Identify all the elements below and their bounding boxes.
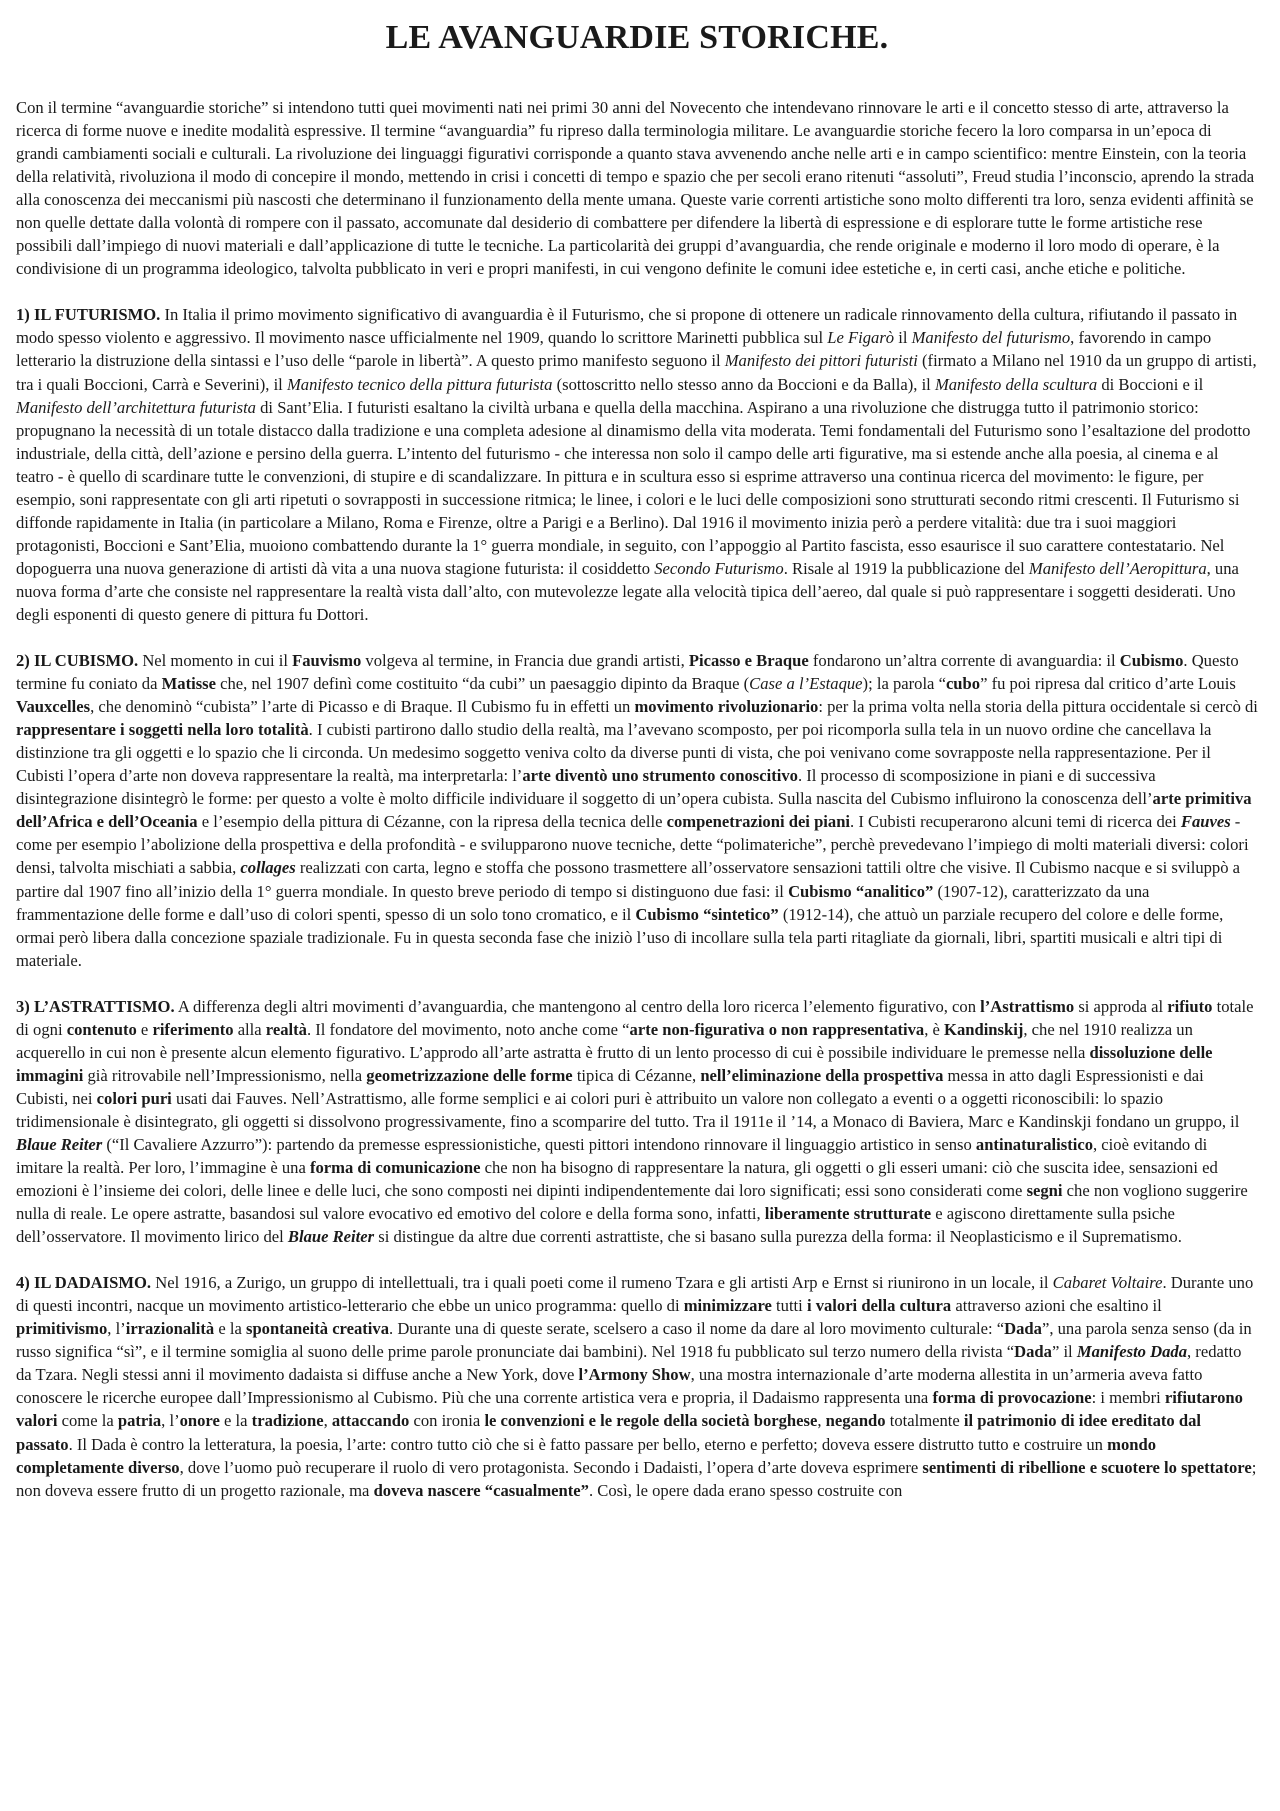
text-run: tipica di Cézanne,: [572, 1065, 701, 1085]
bold-text: arte diventò uno strumento conoscitivo: [522, 766, 798, 786]
text-run: già ritrovabile nell’Impressionismo, nella: [83, 1065, 367, 1085]
text-run: . Così, le opere dada erano spesso costruite con: [588, 1480, 903, 1500]
bold-text: Picasso e Braque: [688, 651, 809, 671]
bold-text: sentimenti di ribellione e scuotere lo spettatore: [922, 1457, 1252, 1477]
text-run: ,: [817, 1411, 826, 1431]
bold-text: i valori della cultura: [806, 1296, 952, 1316]
bold-text: contenuto: [66, 1019, 137, 1039]
text-run: , dove l’uomo può recuperare il ruolo di vero protagonista. Secondo i Dadaisti, l’opera d’arte doveva esprimere: [179, 1457, 923, 1477]
bold-text: doveva nascere “casualmente”: [373, 1480, 589, 1500]
text-run: realizzati con carta, legno e stoffa che possono trasmettere all’osservatore sensazioni tattili oltre che visive. Il Cubismo nacque e si sviluppò a partire dal 1907 fino all’inizio della 1° guerra mondiale. In questo breve periodo di tempo si distinguono due fasi: il: [16, 858, 1241, 901]
bold-text: Cubismo “analitico”: [788, 881, 934, 901]
bold-text: irrazionalità: [125, 1319, 215, 1339]
text-run: e la: [219, 1411, 252, 1431]
bold-text: colori puri: [96, 1088, 172, 1108]
text-run: , l’: [161, 1411, 180, 1431]
text-run: fondarono un’altra corrente di avanguardia: il: [808, 651, 1120, 671]
text-run: (firmato a Milano nel 1910 da un gruppo di artisti, tra i quali Boccioni, Carrà e Severini), il: [16, 351, 1257, 394]
italic-text: Manifesto della scultura: [934, 374, 1098, 394]
text-run: messa in atto dagli Espressionisti e dai Cubisti, nei: [16, 1065, 1204, 1108]
bold-text: Matisse: [161, 674, 216, 694]
bold-text: Manifesto Dada: [1076, 1342, 1187, 1362]
bold-text: forma di provocazione: [932, 1388, 1092, 1408]
text-run: ,: [323, 1411, 332, 1431]
text-run: e la: [214, 1319, 246, 1339]
intro-paragraph: [16, 96, 1258, 280]
bold-text: segni: [1026, 1181, 1063, 1201]
bold-text: il patrimonio di idee ereditato dal passato: [16, 1411, 1201, 1454]
text-run: : i membri: [1091, 1388, 1165, 1408]
italic-text: Case a l’Estaque: [749, 674, 863, 694]
text-run: ” fu poi ripresa dal critico d’arte Louis: [980, 674, 1236, 694]
bold-text: Dada: [1014, 1342, 1052, 1362]
bold-text: spontaneità creativa: [245, 1319, 390, 1339]
text-run: Nel 1916, a Zurigo, un gruppo di intellettuali, tra i quali poeti come il rumeno Tzara e gli artisti Arp e Ernst si riunirono in un locale, il: [151, 1273, 1053, 1293]
text-run: . I cubisti partirono dallo studio della realtà, ma l’avevano scomposto, per poi ricomporla sulla tela in un nuovo ordine che cancellava la distinzione tra gli oggetti e lo spazio che li circonda. Un medesimo soggetto veniva colto da diverse punti di vista, che poi venivano come sovrapposte nella rappresentazione. Per il Cubisti l’opera d’arte non doveva rappresentare la realtà, ma interpretarla: l’: [16, 720, 1212, 786]
text-run: (“Il Cavaliere Azzurro”): partendo da premesse espressionistiche, questi pittori intendono rinnovare il linguaggio artistico in senso: [102, 1134, 976, 1154]
text-run: (sottoscritto nello stesso anno da Boccioni e da Balla), il: [552, 374, 935, 394]
bold-text: riferimento: [152, 1019, 234, 1039]
text-run: Nel momento in cui il: [138, 651, 293, 671]
bold-text: Dada: [1004, 1319, 1042, 1339]
text-run: . Il fondatore del movimento, noto anche come “: [306, 1019, 630, 1039]
cubismo-paragraph: [16, 649, 1258, 972]
bold-text: mondo completamente diverso: [16, 1434, 1156, 1477]
text-run: tutti: [771, 1296, 807, 1316]
bold-text: forma di comunicazione: [309, 1158, 481, 1178]
document-body: [16, 96, 1258, 1502]
bold-text: realtà: [265, 1019, 307, 1039]
bold-text: geometrizzazione delle forme: [366, 1065, 573, 1085]
italic-text: Manifesto del futurismo: [911, 328, 1071, 348]
bold-text: arte primitiva dell’Africa e dell’Oceania: [16, 789, 1252, 832]
text-run: . Questo termine fu coniato da: [16, 651, 1239, 694]
bold-text: Fauves: [1180, 812, 1231, 832]
text-run: A differenza degli altri movimenti d’avanguardia, che mantengono al centro della loro ricerca l’elemento figurativo, con: [174, 996, 981, 1016]
text-run: , è: [924, 1019, 945, 1039]
text-run: - come per esempio l’abolizione della prospettiva e della profondità - e svilupparono nuove tecniche, dette “polimateriche”, perchè prevedevano l’impiego di molti materiali diversi: colori densi, talvolta mischiati a sabbia,: [16, 812, 1249, 878]
bold-text: arte non-figurativa o non rappresentativa: [629, 1019, 925, 1039]
text-run: e l’esempio della pittura di Cézanne, con la ripresa della tecnica delle: [197, 812, 667, 832]
text-run: In Italia il primo movimento significativo di avanguardia è il Futurismo, che si propone di ottenere un radicale rinnovamento della cultura, rifiutando il passato in modo spesso violento e aggressivo. Il movimento nasce ufficialmente nel 1909, quando lo scrittore Marinetti pubblica sul: [16, 305, 1238, 348]
bold-text: Cubismo “sintetico”: [635, 904, 779, 924]
bold-text: le convenzioni e le regole della società borghese: [484, 1411, 818, 1431]
italic-text: Cabaret Voltaire: [1052, 1273, 1163, 1293]
text-run: di Sant’Elia. I futuristi esaltano la civiltà urbana e quella della macchina. Aspirano a una rivoluzione che distrugga tutto il patrimonio storico: propugnano la necessità di un totale distacco dalla tradizione e una completa adesione al dinamismo della vita moderata. Temi fondamentali del Futurismo sono l’esaltazione del prodotto industriale, della città, dell’azione e persino della guerra. L’intento del futurismo - che interessa non solo il campo delle arti figurative, ma si estende anche alla poesia, al cinema e al teatro - è quello di scardinare tutte le convenzioni, di stupire e di scandalizzare. In pittura e in scultura esso si esprime attraverso una continua ricerca del movimento: le figure, per esempio, soni rappresentate con gli arti ripetuti o sovrapposti in successione ritmica; le linee, i colori e le luci delle composizioni sono strutturati secondo ritmi crescenti. Il Futurismo si diffonde rapidamente in Italia (in particolare a Milano, Roma e Firenze, oltre a Parigi e a Berlino). Dal 1916 il movimento inizia però a perdere vitalità: due tra i suoi maggiori protagonisti, Boccioni e Sant’Elia, muoiono combattendo durante la 1° guerra mondiale, in seguito, con l’appoggio al Partito fascista, esso esaurisce il suo carattere contestatario. Nel dopoguerra una nuova generazione di artisti dà vita a una nuova stagione futurista: il cosiddetto: [16, 397, 1251, 578]
text-run: ”, una parola senza senso (da in russo significa “sì”, e il termine somiglia al suono delle prime parole pronunciate dai bambini). Nel 1918 fu pubblicato sul terzo numero della rivista “: [16, 1319, 1252, 1362]
text-run: . Durante uno di questi incontri, nacque un movimento artistico-letterario che ebbe un unico programma: quello di: [16, 1273, 1254, 1316]
bold-text: collages: [240, 858, 296, 878]
text-run: . Il Dada è contro la letteratura, la poesia, l’arte: contro tutto ciò che si è fatto passare per bello, eterno e perfetto; doveva essere distrutto tutto e costruire un: [68, 1434, 1108, 1454]
text-run: . Il processo di scomposizione in piani e di successiva disintegrazione disintegrò le forme: per questo a volte è molto difficile individuare il soggetto di un’opera cubista. Sulla nascita del Cubismo influirono la conoscenza dell’: [16, 766, 1156, 809]
document-title: LE AVANGUARDIE STORICHE.: [385, 19, 889, 56]
text-run: e agiscono direttamente sulla psiche dell’osservatore. Il movimento lirico del: [16, 1204, 1175, 1247]
text-run: ; non doveva essere frutto di un progetto razionale, ma: [16, 1457, 1257, 1500]
text-run: , una mostra internazionale d’arte moderna allestita in un’armeria aveva fatto conoscere le ricerche europee dall’Impressionismo al Cubismo. Più che una corrente artistica vera e propria, il Dadaismo rappresenta una: [16, 1365, 1203, 1408]
text-run: che non vogliono suggerire nulla di reale. Le opere astratte, basandosi sul valore evocativo ed emotivo del colore e della forma sono, infatti,: [16, 1181, 1248, 1224]
text-run: e: [136, 1019, 153, 1039]
text-run: alla: [233, 1019, 266, 1039]
italic-text: Manifesto tecnico della pittura futurista: [286, 374, 553, 394]
bold-text: onore: [179, 1411, 220, 1431]
text-run: di Boccioni e il: [1097, 374, 1204, 394]
text-run: come la: [57, 1411, 118, 1431]
bold-text: tradizione: [251, 1411, 324, 1431]
text-run: che, nel 1907 definì come costituito “da cubi” un paesaggio dipinto da Braque (: [216, 674, 750, 694]
text-run: volgeva al termine, in Francia due grandi artisti,: [361, 651, 689, 671]
italic-text: Secondo Futurismo: [654, 558, 784, 578]
bold-text: Vauxcelles: [16, 697, 91, 717]
text-run: (1912-14), che attuò un parziale recupero del colore e delle forme, ormai però libera dalla concezione spaziale tradizionale. Fu in questa seconda fase che iniziò l’uso di incollare sulla tela parti ritagliate da giornali, libri, spartiti musicali e altri tipi di materiale.: [16, 904, 1224, 970]
bold-text: Blaue Reiter: [287, 1227, 375, 1247]
bold-text: dissoluzione delle immagini: [16, 1042, 1213, 1085]
bold-text: movimento rivoluzionario: [634, 697, 819, 717]
text-run: con ironia: [409, 1411, 485, 1431]
text-run: , l’: [107, 1319, 126, 1339]
bold-text: 3) L’ASTRATTISMO.: [16, 996, 175, 1016]
futurismo-paragraph: [16, 303, 1258, 626]
text-run: si distingue da altre due correnti astrattiste, che si basano sulla purezza della forma: il Neoplasticismo e il Suprematismo.: [374, 1227, 1182, 1247]
bold-text: negando: [825, 1411, 886, 1431]
bold-text: 4) IL DADAISMO.: [16, 1273, 152, 1293]
bold-text: rifiutarono valori: [16, 1388, 1243, 1431]
bold-text: primitivismo: [16, 1319, 108, 1339]
text-run: (1907-12), caratterizzato da una frammentazione delle forme e dall’uso di colori spenti, spesso di un solo tono cromatico, e il: [16, 881, 1150, 924]
text-run: , una nuova forma d’arte che consiste nel rappresentare la realtà vista dall’alto, con mutevolezze legate alla velocità tipica dell’aereo, dal quale si può rappresentare i soggetti desiderati. Uno degli esponenti di questo genere di pittura fu Dottori.: [16, 558, 1239, 624]
bold-text: l’Armony Show: [578, 1365, 691, 1385]
bold-text: compenetrazioni dei piani: [666, 812, 851, 832]
text-run: , favorendo in campo letterario la distruzione della sintassi e l’uso delle “parole in libertà”. A questo primo manifesto seguono il: [16, 328, 1212, 371]
text-run: , redatto da Tzara. Negli stessi anni il movimento dadaista si diffuse anche a New York, dove: [16, 1342, 1242, 1385]
text-run: totale di ogni: [16, 996, 1254, 1039]
italic-text: Le Figarò: [827, 328, 895, 348]
text-run: attraverso azioni che esaltino il: [951, 1296, 1162, 1316]
bold-text: patria: [117, 1411, 162, 1431]
text-run: si approda al: [1074, 996, 1168, 1016]
text-run: che non ha bisogno di rappresentare la natura, gli oggetti o gli esseri umani: ciò che suscita idee, sensazioni ed emozioni è l’insieme dei colori, delle linee e delle luci, che sono composti nei dipinti indipendentemente dai loro significati; essi sono considerati come: [16, 1158, 1218, 1201]
bold-text: Fauvismo: [292, 651, 362, 671]
bold-text: Cubismo: [1119, 651, 1184, 671]
bold-text: Kandinskij: [944, 1019, 1024, 1039]
bold-text: attaccando: [331, 1411, 410, 1431]
bold-text: antinaturalistico: [975, 1134, 1093, 1154]
text-run: totalmente: [885, 1411, 964, 1431]
text-run: , che denominò “cubista” l’arte di Picasso e di Braque. Il Cubismo fu in effetti un: [90, 697, 635, 717]
text-run: , che nel 1910 realizza un acquerello in cui non è presente alcun elemento figurativo. L’approdo all’arte astratta è frutto di un lento processo di cui è possibile individuare le premesse nella: [16, 1019, 1193, 1062]
bold-text: rappresentare i soggetti nella loro totalità: [16, 720, 309, 740]
bold-text: rifiuto: [1167, 996, 1213, 1016]
text-run: . Durante una di queste serate, scelsero a caso il nome da dare al loro movimento culturale: “: [389, 1319, 1005, 1339]
italic-text: Manifesto dell’architettura futurista: [16, 397, 256, 417]
italic-text: Manifesto dell’Aeropittura: [1028, 558, 1207, 578]
dadaismo-paragraph: [16, 1271, 1258, 1501]
text-run: usati dai Fauves. Nell’Astrattismo, alle forme semplici e ai colori puri è attribuito un valore non collegato a eventi o a oggetti riconoscibili: lo spazio tridimensionale è disintegrato, gli oggetti si dissolvono progressivamente, fino a scomparire del tutto. Tra il 1911e il ’14, a Monaco di Baviera, Marc e Kandinskji fondano un gruppo, il: [16, 1088, 1240, 1131]
bold-text: l’Astrattismo: [980, 996, 1075, 1016]
bold-text: minimizzare: [683, 1296, 772, 1316]
bold-text: cubo: [945, 674, 981, 694]
text-run: . I Cubisti recuperarono alcuni temi di ricerca dei: [850, 812, 1181, 832]
text-run: Con il termine “avanguardie storiche” si intendono tutti quei movimenti nati nei primi 30 anni del Novecento che intendevano rinnovare le arti e il concetto stesso di arte, attraverso la ricerca di forme nuove e inedite modalità espressive. Il termine “avanguardia” fu ripreso dalla terminologia militare. Le avanguardie storiche fecero la loro comparsa in un’epoca di grandi cambiamenti sociali e culturali. La rivoluzione dei linguaggi figurativi corrisponde a quanto stava avvenendo anche nelle arti e in campo scientifico: mentre Einstein, con la teoria della relatività, rivoluziona il modo di concepire il mondo, mettendo in crisi i concetti di tempo e spazio che per secoli erano ritenuti “assoluti”, Freud studia l’inconscio, aprendo la strada alla conoscenza dei meccanismi più nascosti che determinano il funzionamento della mente umana. Queste varie correnti artistiche sono molto differenti tra loro, senza evidenti affinità se non quelle dettate dalla volontà di rompere con il passato, accomunate dal desiderio di combattere per difendere la libertà di espressione e di esplorare tutte le forme artistiche rese possibili dall’impiego di nuovi materiali e dall’applicazione di tutte le tecniche. La particolarità dei gruppi d’avanguardia, che rende originale e moderno il loro modo di operare, è la condivisione di un programma ideologico, talvolta pubblicato in veri e propri manifesti, in cui vengono definite le comuni idee estetiche e, in certi casi, anche etiche e politiche.: [16, 98, 1255, 279]
text-run: il: [894, 328, 912, 348]
text-run: . Risale al 1919 la pubblicazione del: [783, 558, 1029, 578]
text-run: : per la prima volta nella storia della pittura occidentale si cercò di: [818, 697, 1258, 717]
bold-text: 1) IL FUTURISMO.: [16, 305, 161, 325]
bold-text: nell’eliminazione della prospettiva: [700, 1065, 944, 1085]
text-run: ” il: [1051, 1342, 1077, 1362]
bold-text: Blaue Reiter: [16, 1134, 103, 1154]
italic-text: Manifesto dei pittori futuristi: [724, 351, 918, 371]
text-run: ); la parola “: [862, 674, 946, 694]
bold-text: liberamente strutturate: [764, 1204, 932, 1224]
text-run: , cioè evitando di imitare la realtà. Per loro, l’immagine è una: [16, 1134, 1208, 1178]
bold-text: 2) IL CUBISMO.: [16, 651, 139, 671]
astrattismo-paragraph: [16, 995, 1258, 1249]
